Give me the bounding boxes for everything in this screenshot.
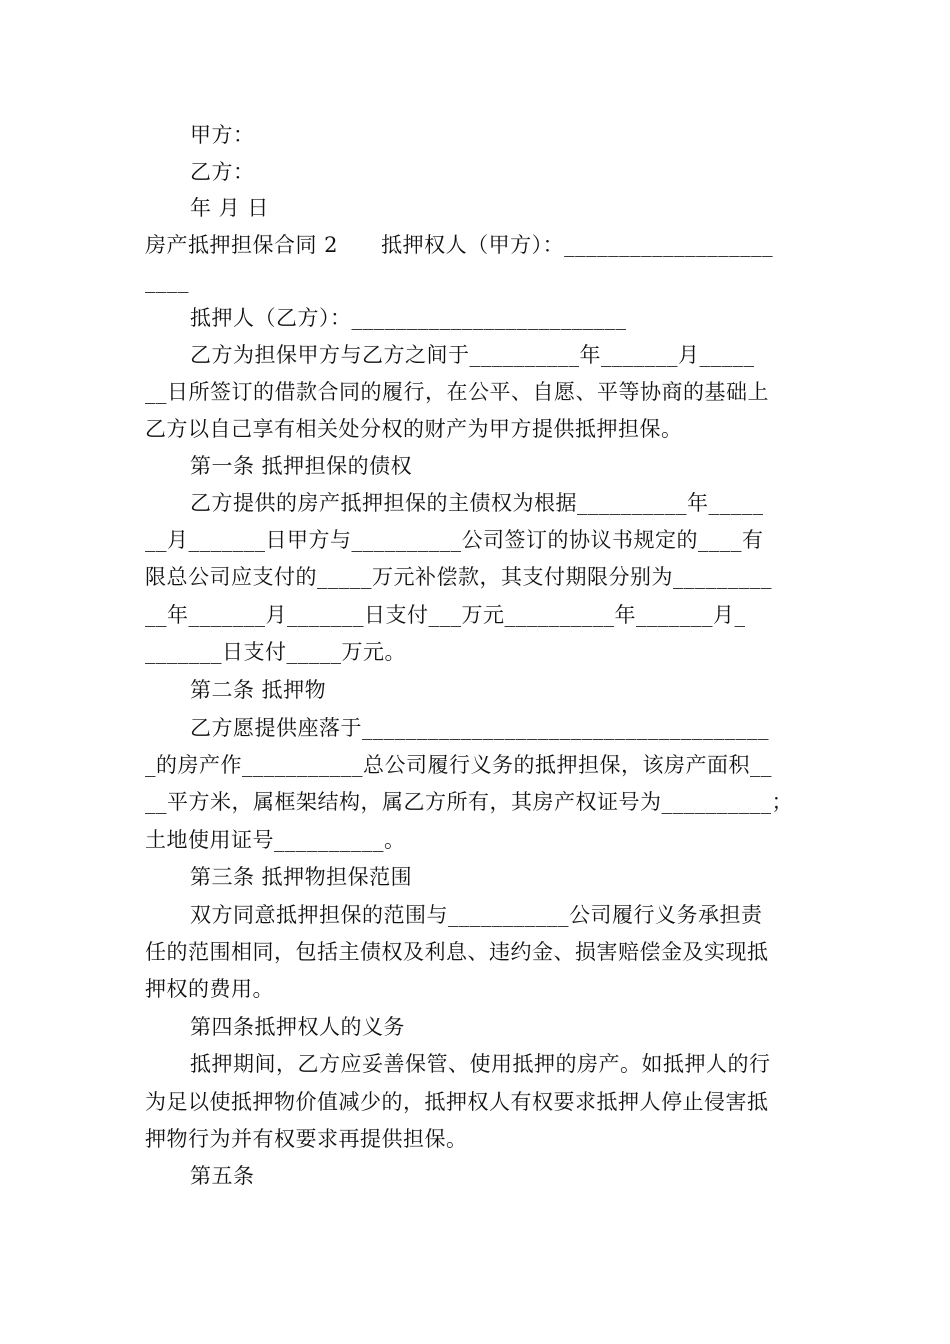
text-line: 限总公司应支付的_____万元补偿款，其支付期限分别为_________ bbox=[145, 565, 772, 589]
text-line: 押物行为并有权要求再提供担保。 bbox=[145, 1127, 468, 1151]
text-line: __日所签订的借款合同的履行，在公平、自愿、平等协商的基础上 bbox=[145, 380, 769, 404]
text-line: ____ bbox=[145, 269, 189, 293]
date-line: 年 月 日 bbox=[190, 196, 269, 220]
text-line: 土地使用证号__________。 bbox=[145, 828, 406, 852]
article-heading: 第二条 抵押物 bbox=[190, 678, 327, 702]
text-line: __年_______月_______日支付___万元__________年_______月_ bbox=[145, 603, 746, 627]
text-line: 任的范围相同，包括主债权及利息、违约金、损害赔偿金及实现抵 bbox=[145, 940, 769, 964]
article-heading: 第一条 抵押担保的债权 bbox=[190, 454, 413, 478]
article-heading: 第五条 bbox=[190, 1164, 255, 1188]
text-line: 双方同意抵押担保的范围与___________公司履行义务承担责 bbox=[190, 903, 763, 927]
text-line: 乙方以自己享有相关处分权的财产为甲方提供抵押担保。 bbox=[145, 417, 683, 441]
party-a-label: 甲方： bbox=[190, 123, 255, 147]
text-line: __月_______日甲方与__________公司签订的协议书规定的____有 bbox=[145, 528, 764, 552]
article-heading: 第三条 抵押物担保范围 bbox=[190, 865, 413, 889]
text-line: 抵押期间，乙方应妥善保管、使用抵押的房产。如抵押人的行 bbox=[190, 1052, 771, 1076]
text-line: _______日支付_____万元。 bbox=[145, 640, 406, 664]
text-line: __平方米，属框架结构，属乙方所有，其房产权证号为__________； bbox=[145, 790, 793, 814]
text-line: 乙方提供的房产抵押担保的主债权为根据__________年_____ bbox=[190, 491, 764, 515]
text-line: 为足以使抵押物价值减少的，抵押权人有权要求抵押人停止侵害抵 bbox=[145, 1090, 769, 1114]
text-line: 乙方为担保甲方与乙方之间于__________年_______月_____ bbox=[190, 343, 755, 367]
text-line: 押权的费用。 bbox=[145, 977, 274, 1001]
party-b-label: 乙方： bbox=[190, 160, 255, 184]
text-line: 乙方愿提供座落于_____________________________________ bbox=[190, 716, 769, 740]
contract-title-line: 房产抵押担保合同 2 抵押权人（甲方）：___________________ bbox=[145, 233, 774, 257]
mortgagor-line: 抵押人（乙方）：_________________________ bbox=[190, 306, 627, 330]
text-line: _的房产作___________总公司履行义务的抵押担保，该房产面积__ bbox=[145, 753, 772, 777]
article-heading: 第四条抵押权人的义务 bbox=[190, 1015, 405, 1039]
